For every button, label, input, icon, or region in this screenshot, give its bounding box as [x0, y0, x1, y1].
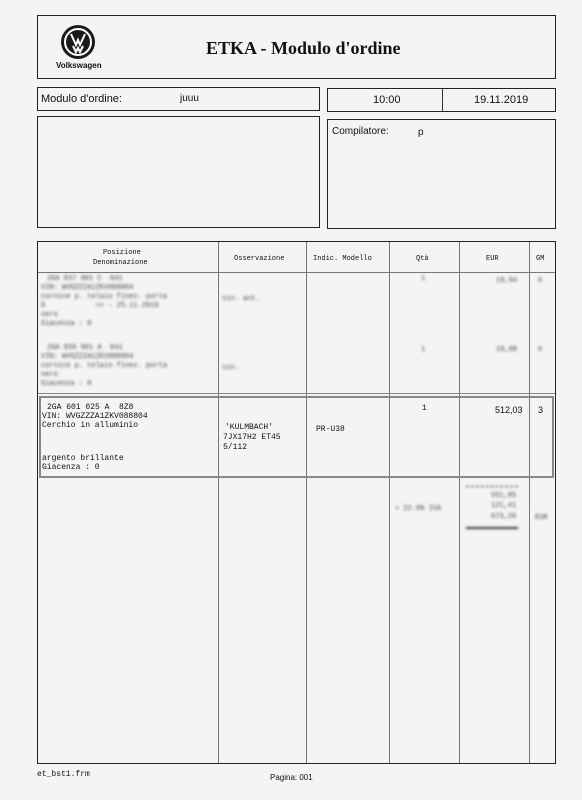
col-eur: EUR — [486, 255, 499, 263]
part-description: Cerchio in alluminio — [42, 421, 139, 430]
order-value: juuu — [180, 93, 199, 104]
col-posizione: Posizione — [103, 249, 141, 257]
gm-code: 3 — [538, 405, 544, 415]
col-qta: Qtà — [416, 255, 429, 263]
col-osservazione: Osservazione — [234, 255, 285, 263]
part-number: 2GA 601 025 A 8Z8 — [47, 403, 134, 412]
model-indicator: PR-U38 — [316, 425, 345, 434]
volkswagen-logo — [61, 25, 95, 59]
compiler-value: p — [418, 127, 424, 138]
quantity: 1 — [422, 404, 427, 413]
address-box — [37, 116, 320, 228]
order-label: Modulo d'ordine: — [41, 93, 122, 105]
table-header — [38, 242, 555, 273]
items-table — [37, 241, 556, 764]
order-date: 19.11.2019 — [474, 94, 529, 106]
brand-name: Volkswagen — [56, 61, 102, 70]
vin: VIN: WVGZZZA1ZKV088804 — [42, 412, 148, 421]
order-time: 10:00 — [373, 94, 401, 106]
totals: 551,85 + 22.0% IVA 121,41 673,26 EUR — [38, 482, 555, 542]
col-indic-modello: Indic. Modello — [313, 255, 372, 263]
order-field-box — [37, 87, 320, 111]
observation-1: 'KULMBACH' — [225, 423, 274, 432]
compiler-label: Compilatore: — [332, 126, 389, 137]
observation-2: 7JX17H2 ET45 — [223, 433, 281, 442]
observation-3: 5/112 — [223, 443, 248, 452]
price: 512,03 — [495, 405, 523, 415]
form-file-name: et_bst1.frm — [37, 770, 90, 779]
part-color: argento brillante — [42, 454, 124, 463]
col-gm: GM — [536, 255, 545, 263]
page-title: ETKA - Modulo d'ordine — [206, 38, 401, 58]
table-row-selected — [39, 396, 554, 478]
datetime-box — [327, 88, 556, 112]
header-box — [37, 15, 556, 79]
col-denominazione: Denominazione — [93, 259, 148, 267]
stock: Giacenza : 0 — [42, 463, 100, 472]
page-number: Pagina: 001 — [270, 773, 313, 782]
table-row: 2GA 839 901 A 041 VIN: WVGZZZA1ZKV088804 cornice p. telaio finez. porta nero Giacenza : 0 sin. 1 19,88 6 — [41, 344, 543, 388]
table-row: 2GA 837 901 C 041 VIN: WVGZZZA1ZKV088804 cornice p. telaio finez. porta D >> - 25.11.2019 nero Giacenza : 0 sin. ant. 1 19,94 6 — [41, 275, 543, 328]
compiler-box — [327, 119, 556, 229]
